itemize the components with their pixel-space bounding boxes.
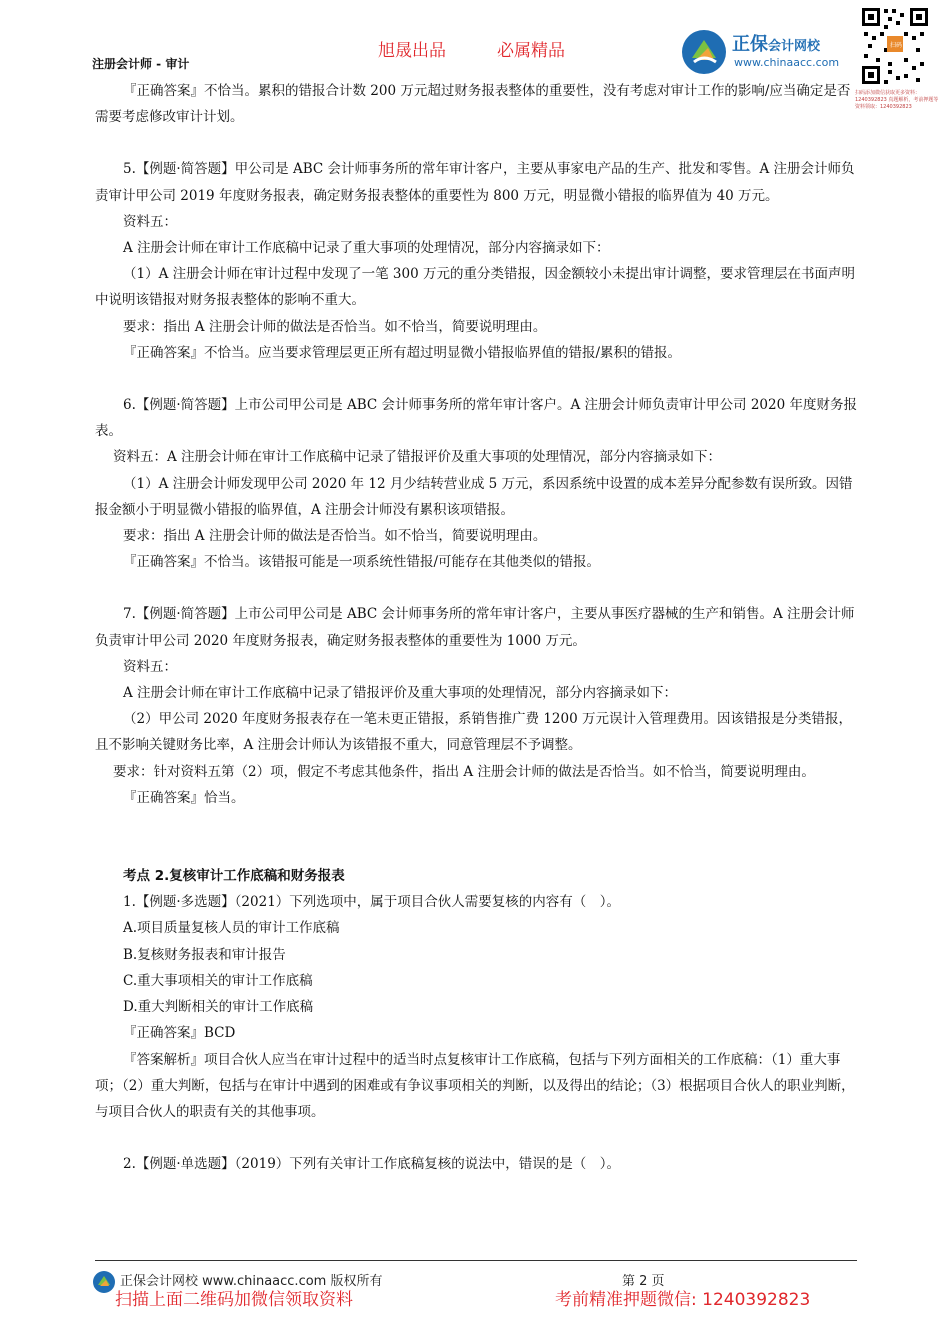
paragraph-spacer <box>95 837 860 863</box>
paragraph: 『正确答案』不恰当。应当要求管理层更正所有超过明显微小错报临界值的错报/累积的错报。 <box>123 344 682 361</box>
brand-logo-icon <box>680 28 728 76</box>
paragraph: 要求：指出 A 注册会计师的做法是否恰当。如不恰当，简要说明理由。 <box>123 318 547 335</box>
footer-promo-right: 考前精准押题微信: 1240392823 <box>555 1290 811 1310</box>
paragraph-spacer <box>95 575 860 601</box>
paragraph-spacer <box>95 811 860 837</box>
footer-promo-left: 扫描上面二维码加微信领取资料 <box>115 1290 353 1310</box>
paragraph: 5.【例题·简答题】甲公司是 ABC 会计师事务所的常年审计客户，主要从事家电产品的生产、批发和零售。A 注册会计师负责审计甲公司 2019 年度财务报表，确定财务报表整体的重要性为 800 万元，明显微小错报的临界值为 40 万元。 <box>95 161 855 204</box>
footer-logo-icon <box>92 1270 116 1294</box>
paragraph: A.项目质量复核人员的审计工作底稿 <box>123 920 340 937</box>
paragraph: 『正确答案』不恰当。累积的错报合计数 200 万元超过财务报表整体的重要性，没有考虑对审计工作的影响/应当确定是否需要考虑修改审计计划。 <box>95 83 851 126</box>
paragraph: （2）甲公司 2020 年度财务报表存在一笔未更正错报，系销售推广费 1200 万元误计入管理费用。因该错报是分类错报，且不影响关键财务比率，A 注册会计师认为该错报不重大，同意管理层不予调整。 <box>95 711 852 754</box>
paragraph: 考点 2.复核审计工作底稿和财务报表 <box>123 868 345 885</box>
paragraph: 要求：指出 A 注册会计师的做法是否恰当。如不恰当，简要说明理由。 <box>123 528 547 545</box>
qr-caption: 扫码添加微信获取更多资料：1240392823 真题解析，考前押题等资料领取：1240392823 <box>855 90 939 110</box>
paragraph: 『答案解析』项目合伙人应当在审计过程中的适当时点复核审计工作底稿，包括与下列方面相关的工作底稿：（1）重大事项；（2）重大判断，包括与在审计中遇到的困难或有争议事项相关的判断，以及得出的结论；（3）根据项目合伙人的职业判断，与项目合伙人的职责有关的其他事项。 <box>95 1051 855 1120</box>
paragraph: 7.【例题·简答题】上市公司甲公司是 ABC 会计师事务所的常年审计客户，主要从事医疗器械的生产和销售。A 注册会计师负责审计甲公司 2020 年度财务报表，确定财务报表整体的重要性为 1000 万元。 <box>95 606 855 649</box>
paragraph: 资料五：A 注册会计师在审计工作底稿中记录了错报评价及重大事项的处理情况，部分内容摘录如下： <box>113 449 722 466</box>
paragraph: 『正确答案』BCD <box>123 1025 236 1042</box>
paragraph: 1.【例题·多选题】（2021）下列选项中，属于项目合伙人需要复核的内容有（ ）。 <box>123 894 621 911</box>
header-tagline-left: 旭晟出品 <box>378 41 446 61</box>
footer-divider <box>95 1260 857 1261</box>
paragraph: （1）A 注册会计师在审计过程中发现了一笔 300 万元的重分类错报，因金额较小未提出审计调整，要求管理层在书面声明中说明该错报对财务报表整体的影响不重大。 <box>95 266 855 309</box>
document-body <box>95 78 860 1177</box>
page-number: 第 2 页 <box>622 1274 665 1289</box>
qr-badge-label: 扫码 <box>890 42 903 49</box>
footer-copyright: 正保会计网校 www.chinaacc.com 版权所有 <box>120 1274 383 1289</box>
paragraph-spacer <box>95 366 860 392</box>
paragraph: A 注册会计师在审计工作底稿中记录了重大事项的处理情况，部分内容摘录如下： <box>123 240 610 257</box>
brand-logo[interactable] <box>680 28 855 78</box>
paragraph: 2.【例题·单选题】（2019）下列有关审计工作底稿复核的说法中，错误的是（ ）。 <box>123 1156 621 1173</box>
paragraph: （1）A 注册会计师发现甲公司 2020 年 12 月少结转营业成 5 万元，系因系统中设置的成本差异分配参数有误所致。因错报金额小于明显微小错报的临界值，A 注册会计师没有累积该项错报。 <box>95 475 853 518</box>
paragraph-spacer <box>95 130 860 156</box>
paragraph: 『正确答案』恰当。 <box>123 789 245 806</box>
wechat-qr-code[interactable] <box>860 6 930 86</box>
paragraph: D.重大判断相关的审计工作底稿 <box>123 999 314 1016</box>
paragraph: 资料五： <box>123 658 177 675</box>
paragraph: B.复核财务报表和审计报告 <box>123 946 286 963</box>
paragraph-spacer <box>95 1125 860 1151</box>
paragraph: A 注册会计师在审计工作底稿中记录了错报评价及重大事项的处理情况，部分内容摘录如下： <box>123 685 678 702</box>
paragraph: 6.【例题·简答题】上市公司甲公司是 ABC 会计师事务所的常年审计客户。A 注册会计师负责审计甲公司 2020 年度财务报表。 <box>95 397 857 440</box>
brand-name <box>732 30 820 56</box>
brand-name-primary: 正保 <box>732 34 768 55</box>
paragraph: 要求：针对资料五第（2）项，假定不考虑其他条件，指出 A 注册会计师的做法是否恰当。如不恰当，简要说明理由。 <box>113 763 815 780</box>
paragraph: 资料五： <box>123 213 177 230</box>
paragraph: 『正确答案』不恰当。该错报可能是一项系统性错报/可能存在其他类似的错报。 <box>123 554 601 571</box>
footer-logo <box>92 1270 116 1294</box>
brand-url: www.chinaacc.com <box>734 56 840 69</box>
paragraph: C.重大事项相关的审计工作底稿 <box>123 972 313 989</box>
header-tagline-right: 必属精品 <box>497 41 565 61</box>
brand-name-secondary: 会计网校 <box>768 39 821 54</box>
subject-title: 注册会计师 - 审计 <box>92 57 190 71</box>
